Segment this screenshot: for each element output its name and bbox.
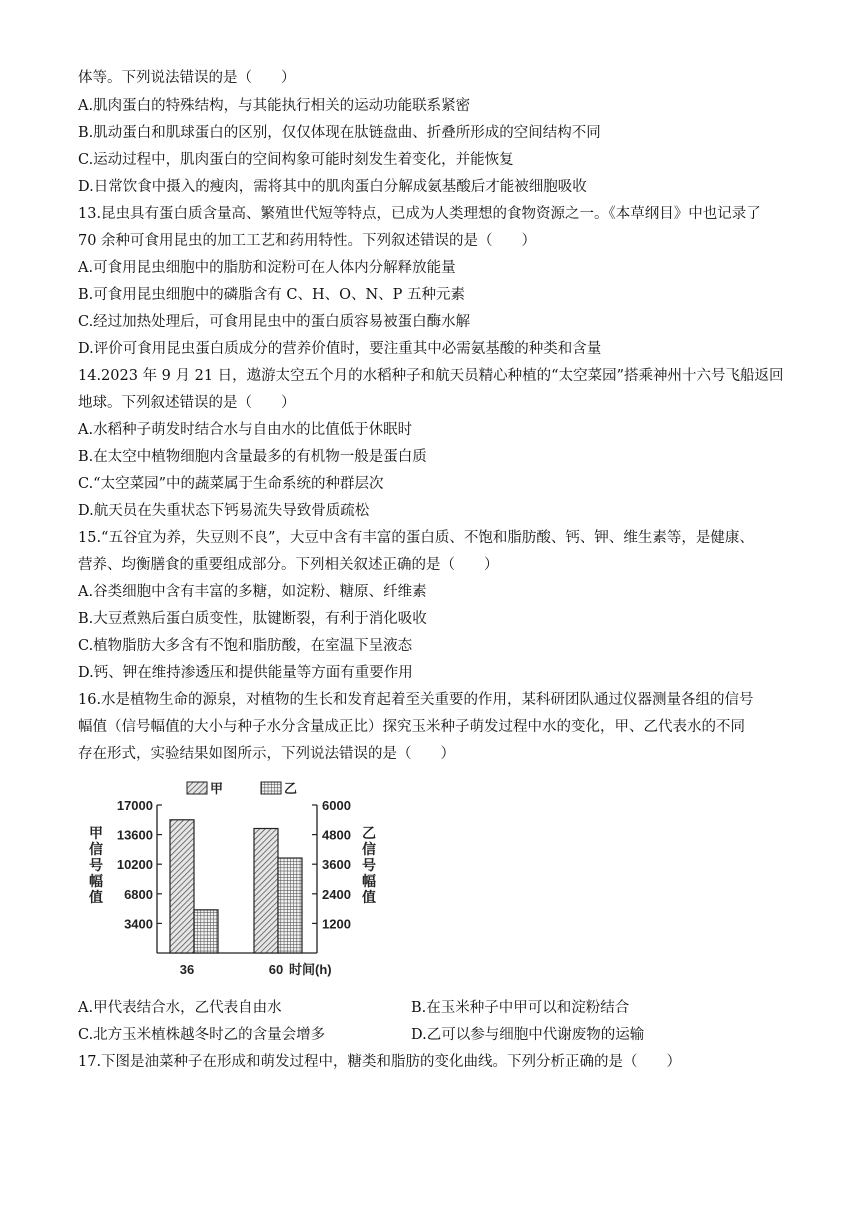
right-tick-label: 2400 <box>322 886 351 902</box>
right-tick-label: 4800 <box>322 827 351 843</box>
text-line: 16.水是植物生命的源泉，对植物的生长和发育起着至关重要的作用，某科研团队通过仪器测量各组的信号 <box>78 692 754 708</box>
left-tick-label: 13600 <box>116 827 153 843</box>
bar-jia-60 <box>254 829 278 953</box>
text-line: 存在形式，实验结果如图所示，下列说法错误的是（ ） <box>78 746 455 762</box>
right-tick-label: 6000 <box>322 798 351 813</box>
left-tick-label: 6800 <box>124 886 153 902</box>
x-unit-label: 时间(h) <box>289 962 332 977</box>
text-line: A.谷类细胞中含有丰富的多糖，如淀粉、糖原、纤维素 <box>78 584 427 600</box>
legend-swatch-yi <box>261 782 281 794</box>
left-axis-label-char: 甲 <box>89 825 103 841</box>
question-17: 17.下图是油菜种子在形成和萌发过程中，糖类和脂肪的变化曲线。下列分析正确的是（ ） <box>78 1054 682 1070</box>
option-16-b: B.在玉米种子中甲可以和淀粉结合 <box>411 1000 630 1016</box>
text-line: 营养、均衡膳食的重要组成部分。下列相关叙述正确的是（ ） <box>78 557 499 573</box>
text-line: 幅值（信号幅值的大小与种子水分含量成正比）探究玉米种子萌发过程中水的变化，甲、乙代表水的不同 <box>78 719 745 735</box>
left-tick-label: 10200 <box>116 857 153 873</box>
text-line: B.在太空中植物细胞内含量最多的有机物一般是蛋白质 <box>78 449 427 465</box>
x-tick-label-60: 60 <box>268 962 284 977</box>
right-tick-label: 1200 <box>322 916 351 932</box>
text-line: A.水稻种子萌发时结合水与自由水的比值低于休眠时 <box>78 422 413 438</box>
x-tick-label-36: 36 <box>179 962 195 977</box>
right-axis-label-char: 值 <box>362 889 376 905</box>
bar-jia-36 <box>170 820 194 953</box>
left-tick-label: 17000 <box>116 798 153 813</box>
right-axis-label-char: 幅 <box>362 873 376 889</box>
right-axis-label-char: 信 <box>362 841 376 857</box>
text-line: C.经过加热处理后，可食用昆虫中的蛋白质容易被蛋白酶水解 <box>78 314 471 330</box>
text-line: D.航天员在失重状态下钙易流失导致骨质疏松 <box>78 503 370 519</box>
text-line: A.肌肉蛋白的特殊结构，与其能执行相关的运动功能联系紧密 <box>78 98 471 114</box>
right-axis-label-char: 乙 <box>362 825 376 841</box>
text-line: 14.2023 年 9 月 21 日，遨游太空五个月的水稻种子和航天员精心种植的“太空菜园”搭乘神州十六号飞船返回 <box>78 368 784 384</box>
legend-swatch-jia <box>187 782 207 794</box>
text-line: C.“太空菜园”中的蔬菜属于生命系统的种群层次 <box>78 476 384 492</box>
legend-label-jia: 甲 <box>210 781 224 796</box>
bar-yi-60 <box>278 858 302 953</box>
text-line: D.日常饮食中摄入的瘦肉，需将其中的肌肉蛋白分解成氨基酸后才能被细胞吸收 <box>78 179 587 195</box>
text-line: D.钙、钾在维持渗透压和提供能量等方面有重要作用 <box>78 665 413 681</box>
text-line: B.肌动蛋白和肌球蛋白的区别，仅仅体现在肽链盘曲、折叠所形成的空间结构不同 <box>78 125 601 141</box>
right-axis-label-char: 号 <box>362 857 376 873</box>
left-tick-label: 3400 <box>124 916 153 932</box>
water-signal-bar-chart <box>89 778 395 984</box>
left-axis-label-char: 幅 <box>89 873 103 889</box>
text-line: D.评价可食用昆虫蛋白质成分的营养价值时，要注重其中必需氨基酸的种类和含量 <box>78 341 602 357</box>
text-line: 体等。下列说法错误的是（ ） <box>78 70 296 86</box>
left-axis-label-char: 值 <box>89 889 103 905</box>
text-line: C.植物脂肪大多含有不饱和脂肪酸，在室温下呈液态 <box>78 638 413 654</box>
bar-yi-36 <box>194 910 218 953</box>
text-line: B.可食用昆虫细胞中的磷脂含有 C、H、O、N、P 五种元素 <box>78 287 466 303</box>
text-line: A.可食用昆虫细胞中的脂肪和淀粉可在人体内分解释放能量 <box>78 260 456 276</box>
text-line: 15.“五谷宜为养，失豆则不良”，大豆中含有丰富的蛋白质、不饱和脂肪酸、钙、钾、维生素等，是健康、 <box>78 530 754 546</box>
left-axis-label-char: 号 <box>89 857 103 873</box>
option-16-d: D.乙可以参与细胞中代谢废物的运输 <box>411 1027 645 1043</box>
text-line: 70 余种可食用昆虫的加工工艺和药用特性。下列叙述错误的是（ ） <box>78 233 537 249</box>
option-16-c: C.北方玉米植株越冬时乙的含量会增多 <box>78 1027 326 1043</box>
text-line: C.运动过程中，肌肉蛋白的空间构象可能时刻发生着变化，并能恢复 <box>78 152 514 168</box>
left-axis-label-char: 信 <box>89 841 103 857</box>
text-line: B.大豆煮熟后蛋白质变性，肽键断裂，有利于消化吸收 <box>78 611 427 627</box>
legend-label-yi: 乙 <box>284 781 298 796</box>
text-line: 地球。下列叙述错误的是（ ） <box>78 395 296 411</box>
right-tick-label: 3600 <box>322 857 351 873</box>
option-16-a: A.甲代表结合水，乙代表自由水 <box>78 1000 282 1016</box>
text-line: 13.昆虫具有蛋白质含量高、繁殖世代短等特点，已成为人类理想的食物资源之一。《本草纲目》中也记录了 <box>78 206 761 222</box>
